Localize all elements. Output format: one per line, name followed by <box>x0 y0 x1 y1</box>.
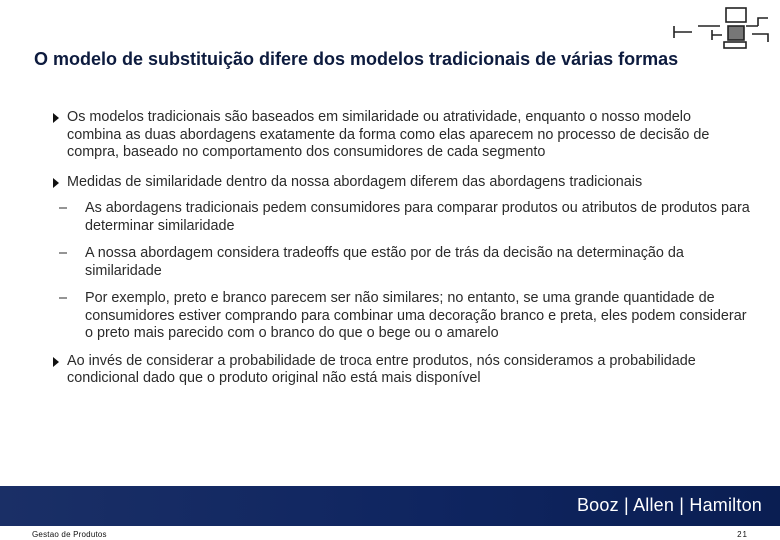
bullet-item <box>55 109 745 162</box>
footer-label: Gestao de Produtos <box>32 530 107 539</box>
sub-bullet-text: A nossa abordagem considera tradeoffs que estão por de trás da decisão na determinação da similaridade <box>85 245 684 279</box>
dash-bullet: – <box>59 290 68 306</box>
sub-bullet-item <box>55 200 757 235</box>
page-number: 21 <box>737 530 748 539</box>
brand-logo-text: Booz | Allen | Hamilton <box>576 495 762 515</box>
bullet-item <box>55 353 745 388</box>
bullet-text: Ao invés de considerar a probabilidade de troca entre produtos, nós consideramos a probabilidade condicional dado que o produto original não está mais disponível <box>67 352 696 386</box>
slide-content <box>55 109 750 388</box>
dash-bullet: – <box>59 200 68 216</box>
sub-bullet-text: As abordagens tradicionais pedem consumidores para comparar produtos ou atributos de produtos para determinar similaridade <box>85 200 750 234</box>
bullet-text: Os modelos tradicionais são baseados em similaridade ou atratividade, enquanto o nosso modelo combina as duas abordagens exatamente da forma como elas aparecem no processo de decisão de compra, baseado no comportamento dos consumidores de cada segmento <box>67 109 710 160</box>
sub-bullet-item <box>55 290 757 343</box>
logo-network-icon <box>668 4 776 50</box>
triangle-bullet-icon <box>53 357 59 367</box>
bullet-text: Medidas de similaridade dentro da nossa abordagem diferem das abordagens tradicionais <box>67 173 643 190</box>
dash-bullet: – <box>59 245 68 261</box>
sub-bullet-text: Por exemplo, preto e branco parecem ser não similares; no entanto, se uma grande quantidade de consumidores estiver comprando para combinar uma decoração branco e preta, eles podem considerar o preto mais parecido com o branco do que o bege ou o amarelo <box>85 290 747 341</box>
footer-band <box>0 486 780 526</box>
triangle-bullet-icon <box>53 113 59 123</box>
sub-bullet-item <box>55 245 757 280</box>
bullet-item <box>55 174 745 192</box>
triangle-bullet-icon <box>53 178 59 188</box>
slide-title: O modelo de substituição difere dos modelos tradicionais de várias formas <box>34 49 679 69</box>
